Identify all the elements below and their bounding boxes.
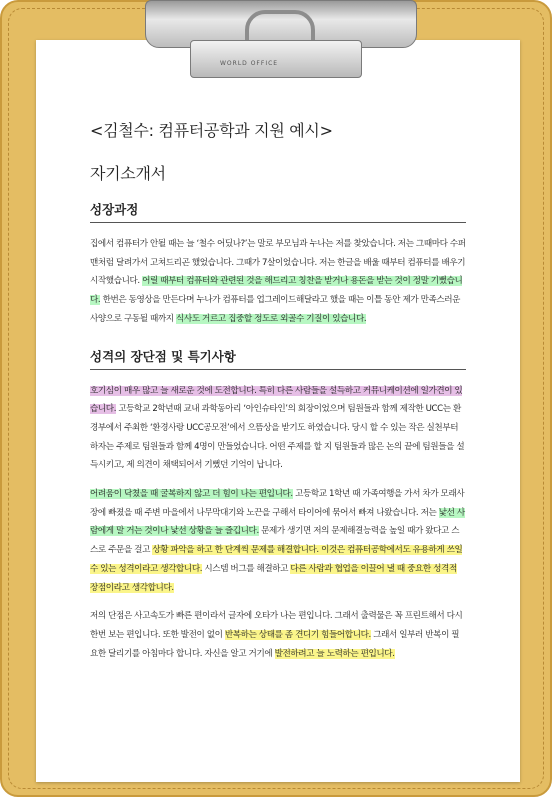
- highlighted-text: 호기심이 매우 많고 늘 새로운 것에 도전합니다. 특히 다른 사람들을 설득하고 커뮤니케이션에 일가견이 있습니다.: [90, 385, 463, 415]
- paragraph: [90, 382, 466, 476]
- document-title: <김철수: 컴퓨터공학과 지원 예시>: [90, 121, 333, 140]
- text-run: 고등학교 2학년때 교내 과학동아리 ‘아인슈타인’의 회장이었으며 팀원들과 함께 제작한 UCC는 환경부에서 주최한 ‘환경사랑 UCC공모전’에서 으뜸상을 받기도 하였습니다. 당시 할 수 있는 작은 실천부터 하자는 주제로 팀원들과 함께 4명이 만들었습니다. 어떤 주제를 할 지 팀원들과 많은 논의 끝에 팀원들을 설득시키고, 제 의견이 채택되어서 기뻤던 기억이 납니다.: [90, 404, 465, 471]
- document-sections: [90, 200, 466, 663]
- clip-brand-label: WORLD OFFICE: [220, 60, 279, 67]
- paragraph: [90, 235, 466, 329]
- section-gap: [90, 339, 466, 347]
- highlighted-text: 어릴 때부터 컴퓨터와 관련된 것을 해드리고 칭찬을 받거나 용돈을 받는 것이 정말 기뻤습니다.: [90, 276, 463, 306]
- text-run: 고등학교 1학년 때 가족여행을 가서 차가 모래사장에 빠졌을 때 주변 마을에서 나무막대기와 노끈을 구해서 타이어에 묶어서 빠져 나왔습니다. 저는: [90, 489, 465, 518]
- text-run: 한번은 동영상을 만든다며 누나가 컴퓨터를 업그레이드해달라고 했을 때는 이틀 동안 제가 만족스러운 사양으로 구동될 때까지: [90, 295, 461, 324]
- highlighted-text: 다른 사람과 협업을 이끌어 낼 때 중요한 성격적 장점이라고 생각합니다.: [90, 563, 457, 593]
- highlighted-text: 반복하는 상태를 좀 견디기 힘들어합니다.: [224, 629, 371, 640]
- highlighted-text: 상황 파악을 하고 한 단계씩 문제를 해결합니다. 이것은 컴퓨터공학에서도 유용하게 쓰일 수 있는 성격이라고 생각합니다.: [90, 545, 463, 574]
- highlighted-text: 어려움이 닥쳤을 때 굴복하지 않고 더 힘이 나는 편입니다.: [90, 489, 293, 500]
- section-heading: 성장과정: [90, 200, 466, 223]
- paragraph: [90, 485, 466, 597]
- clip-plate: [190, 40, 362, 78]
- text-run: 문제가 생기면 저의 문제해결능력을 높일 때가 왔다고 스스로 주문을 걸고: [90, 526, 460, 556]
- text-run: 시스템 버그를 해결하고: [202, 563, 291, 574]
- highlighted-text: 식사도 거르고 집중할 정도로 외골수 기질이 있습니다.: [176, 313, 367, 324]
- text-run: 저의 단점은 사고속도가 빠른 편이라서 글자에 오타가 나는 편입니다. 그래서 출력물은 꼭 프린트해서 다시 한번 보는 편입니다. 또한 발전이 없이: [90, 611, 463, 640]
- document-content: [90, 118, 466, 673]
- highlighted-text: 낯선 사람에게 말 거는 것이나 낯선 상황을 늘 즐깁니다.: [90, 507, 465, 537]
- section-heading: 성격의 장단점 및 특기사항: [90, 347, 466, 370]
- document-subtitle: 자기소개서: [90, 164, 166, 183]
- text-run: 집에서 컴퓨터가 안될 때는 늘 ‘철수 어딨나?’는 말로 부모님과 누나는 저를 찾았습니다. 저는 그때마다 수퍼맨처럼 달려가서 고쳐드리곤 했었습니다. 그때가 7살이었습니다. 저는 한글을 배울 때부터 컴퓨터를 배우기 시작했습니다.: [90, 239, 466, 287]
- paragraph: [90, 607, 466, 663]
- text-run: 그래서 일부러 반복이 필요한 달리기를 아침마다 합니다. 자신을 알고 거기에: [90, 629, 460, 659]
- highlighted-text: 발전하려고 늘 노력하는 편입니다.: [274, 648, 395, 659]
